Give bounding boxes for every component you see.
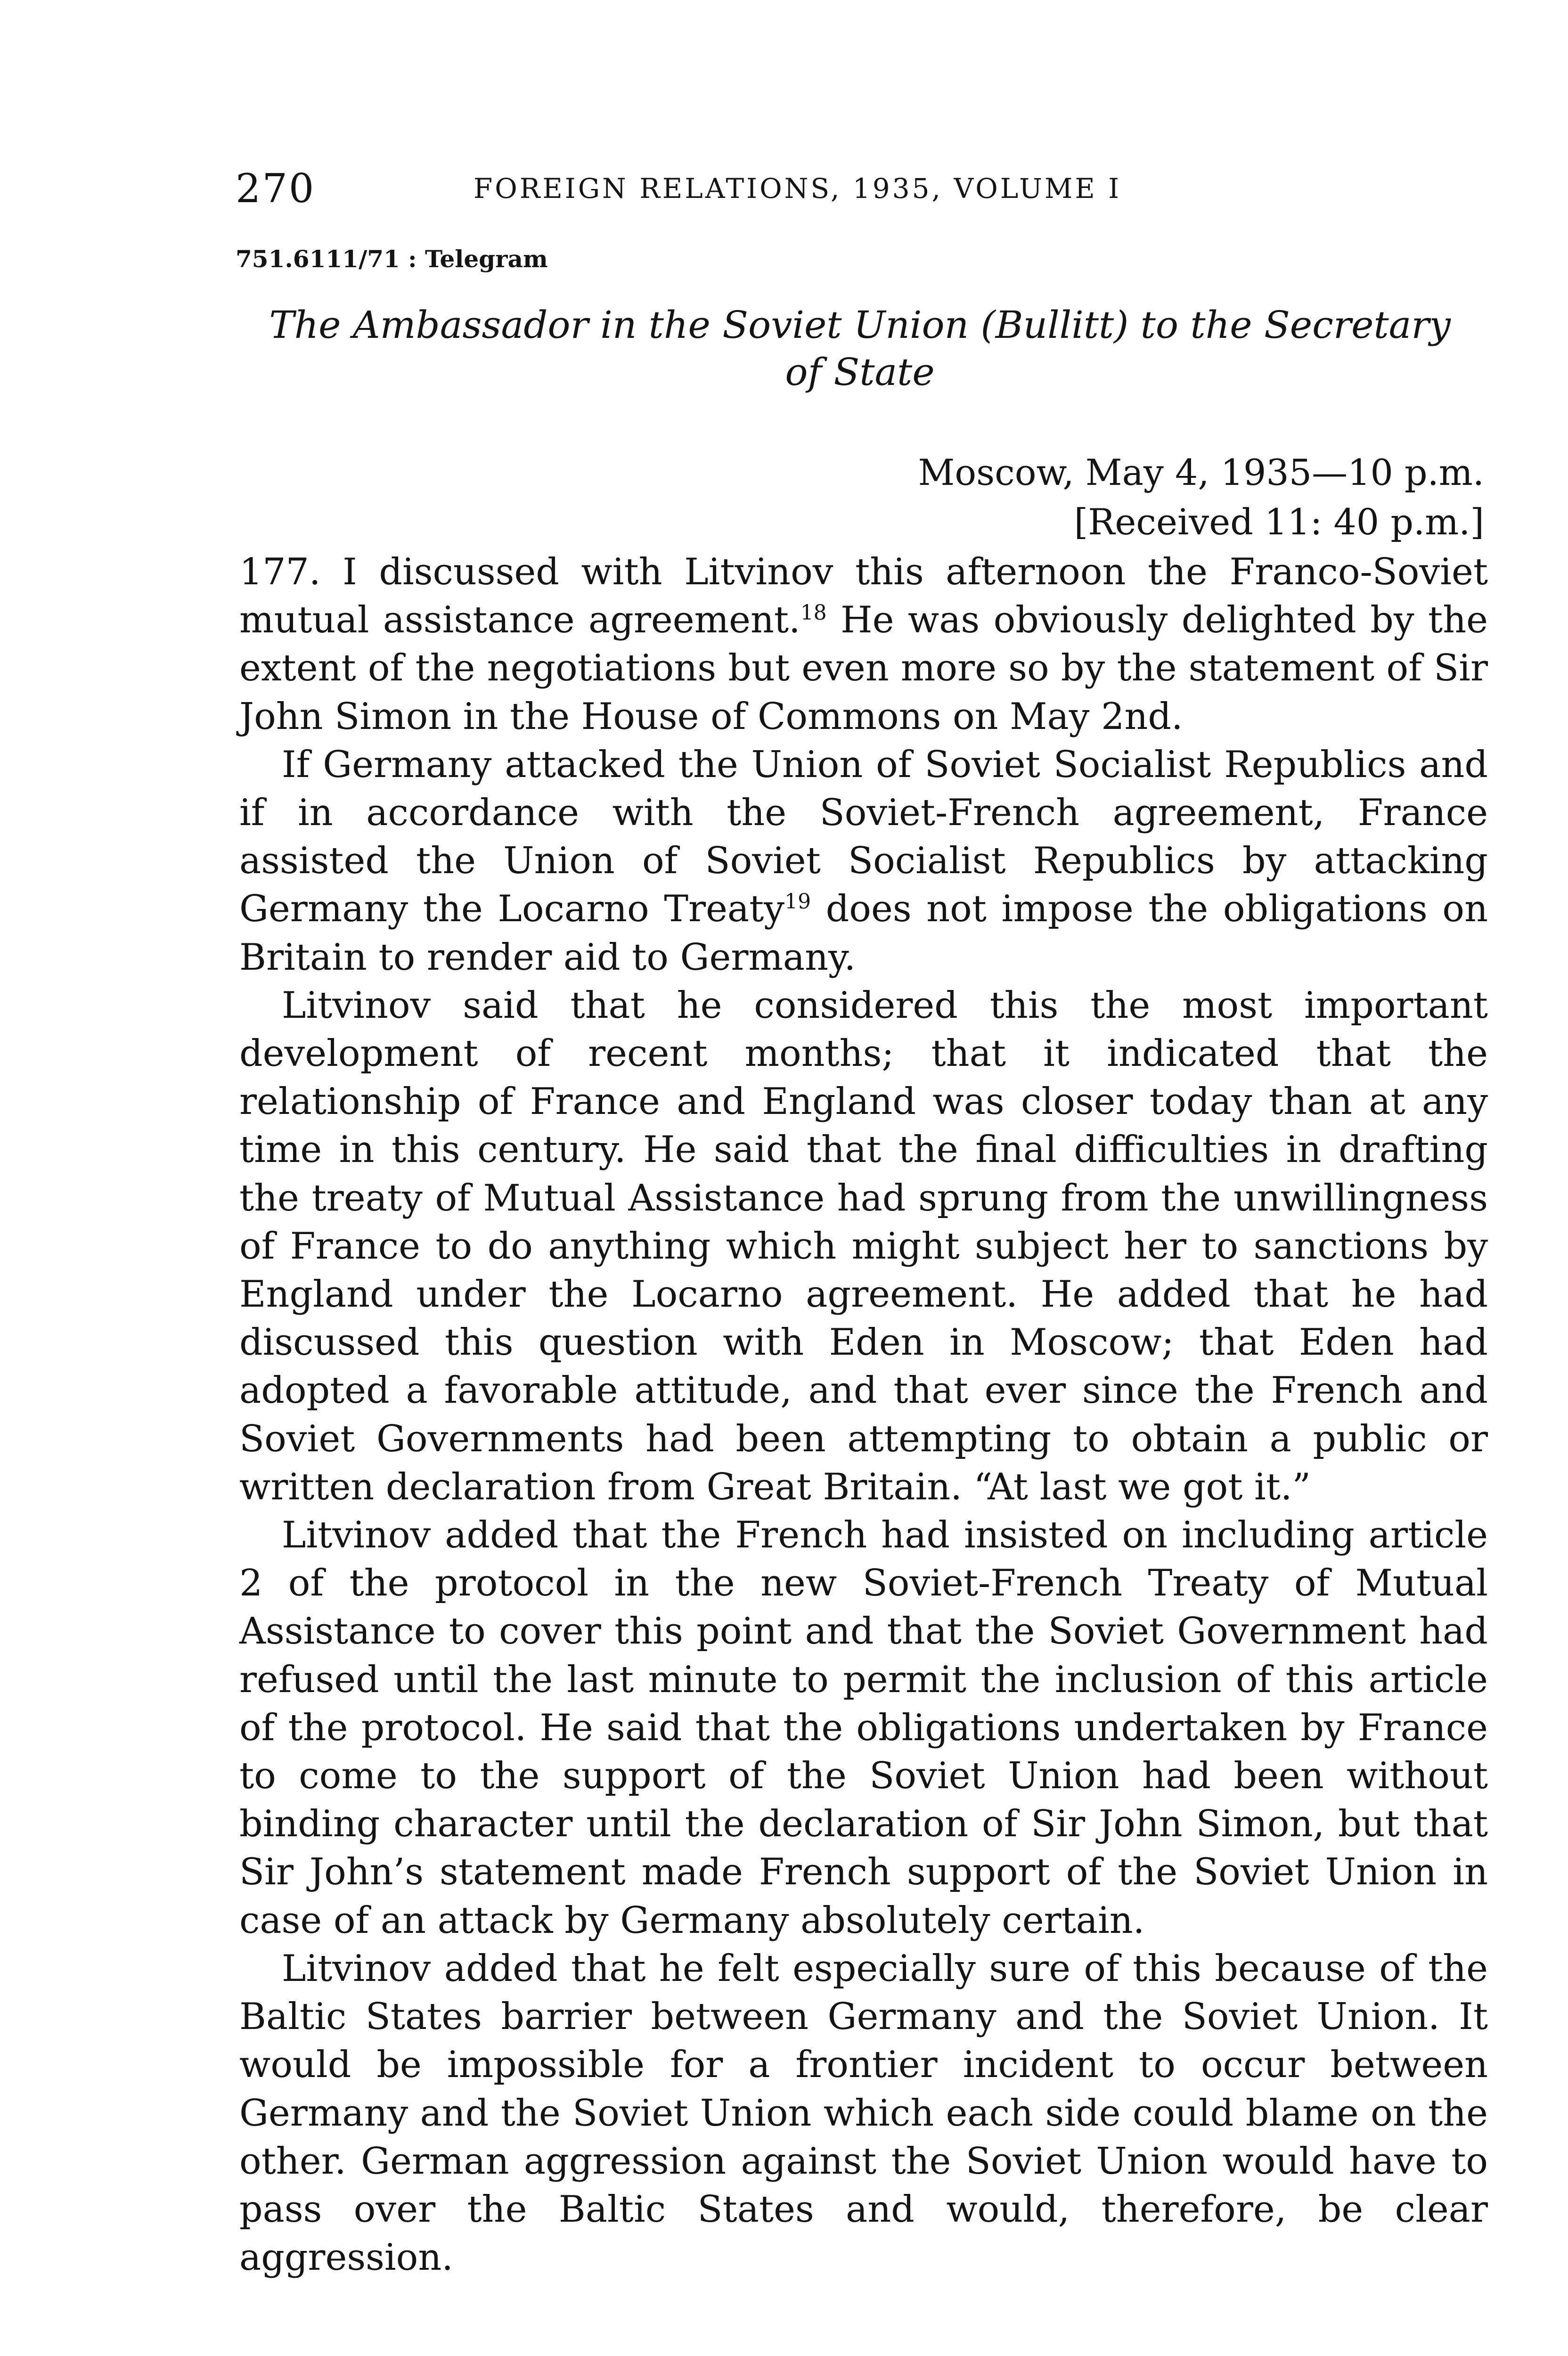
- document-title-line-2: of State: [785, 350, 935, 394]
- paragraph-1-text-b: He was obviously delighted by the extent of the negotiations but even more so by the statement of Sir John Simon in the House of Commons on May 2nd.: [239, 599, 1488, 738]
- footnote-reference-18: 18: [800, 601, 827, 625]
- footnote-reference-19: 19: [784, 890, 811, 914]
- paragraph-1-text-a: 177. I discussed with Litvinov this afternoon the Franco-Soviet mutual assistance agreement.: [239, 551, 1488, 642]
- running-title: FOREIGN RELATIONS, 1935, VOLUME I: [474, 172, 1122, 205]
- document-title: [236, 302, 1484, 396]
- paragraph-5: Litvinov added that he felt especially sure of this because of the Baltic States barrier between Germany and the Soviet Union. It would be impossible for a frontier incident to occur between Germany and the Soviet Union which each side could blame on the other. German aggression against the Soviet Union would have to pass over the Baltic States and would, therefore, be clear aggression.: [239, 1947, 1488, 2279]
- dateline-place-date: Moscow, May 4, 1935—10 p.m.: [918, 451, 1484, 493]
- paragraph-4: Litvinov added that the French had insisted on including article 2 of the protocol in the new Soviet-French Treaty of Mutual Assistance to cover this point and that the Soviet Government had refused until the last minute to permit the inclusion of this article of the protocol. He said that the obligations undertaken by France to come to the support of the Soviet Union had been without binding character until the declaration of Sir John Simon, but that Sir John’s statement made French support of the Soviet Union in case of an attack by Germany absolutely certain.: [239, 1514, 1488, 1942]
- paragraph-2-text-a: If Germany attacked the Union of Soviet Socialist Republics and if in accordance with the Soviet-French agreement, France assisted the Union of Soviet Socialist Republics by attacking Germany the Locarno Treaty: [239, 743, 1488, 931]
- paragraph-3: Litvinov said that he considered this the most important development of recent months; that it indicated that the relationship of France and England was closer today than at any time in this century. He said that the final difficulties in drafting the treaty of Mutual Assistance had sprung from the unwillingness of France to do anything which might subject her to sanctions by England under the Locarno agreement. He added that he had discussed this question with Eden in Moscow; that Eden had adopted a favorable attitude, and that ever since the French and Soviet Governments had been attempting to obtain a public or written declaration from Great Britain. “At last we got it.”: [239, 984, 1488, 1508]
- running-header: [236, 163, 1484, 214]
- paragraph-2: [239, 741, 1488, 982]
- received-time: [Received 11: 40 p.m.]: [1074, 501, 1484, 543]
- paragraph-2-text-b: does not impose the obligations on Britain to render aid to Germany.: [239, 888, 1488, 979]
- dateline: [848, 448, 1484, 547]
- page-number: 270: [236, 165, 316, 212]
- paragraph-1: [239, 548, 1488, 741]
- document-title-line-1: The Ambassador in the Soviet Union (Bullitt) to the Secretary: [269, 303, 1451, 347]
- telegram-body: [239, 548, 1488, 2282]
- file-reference: 751.6111/71 : Telegram: [236, 245, 548, 273]
